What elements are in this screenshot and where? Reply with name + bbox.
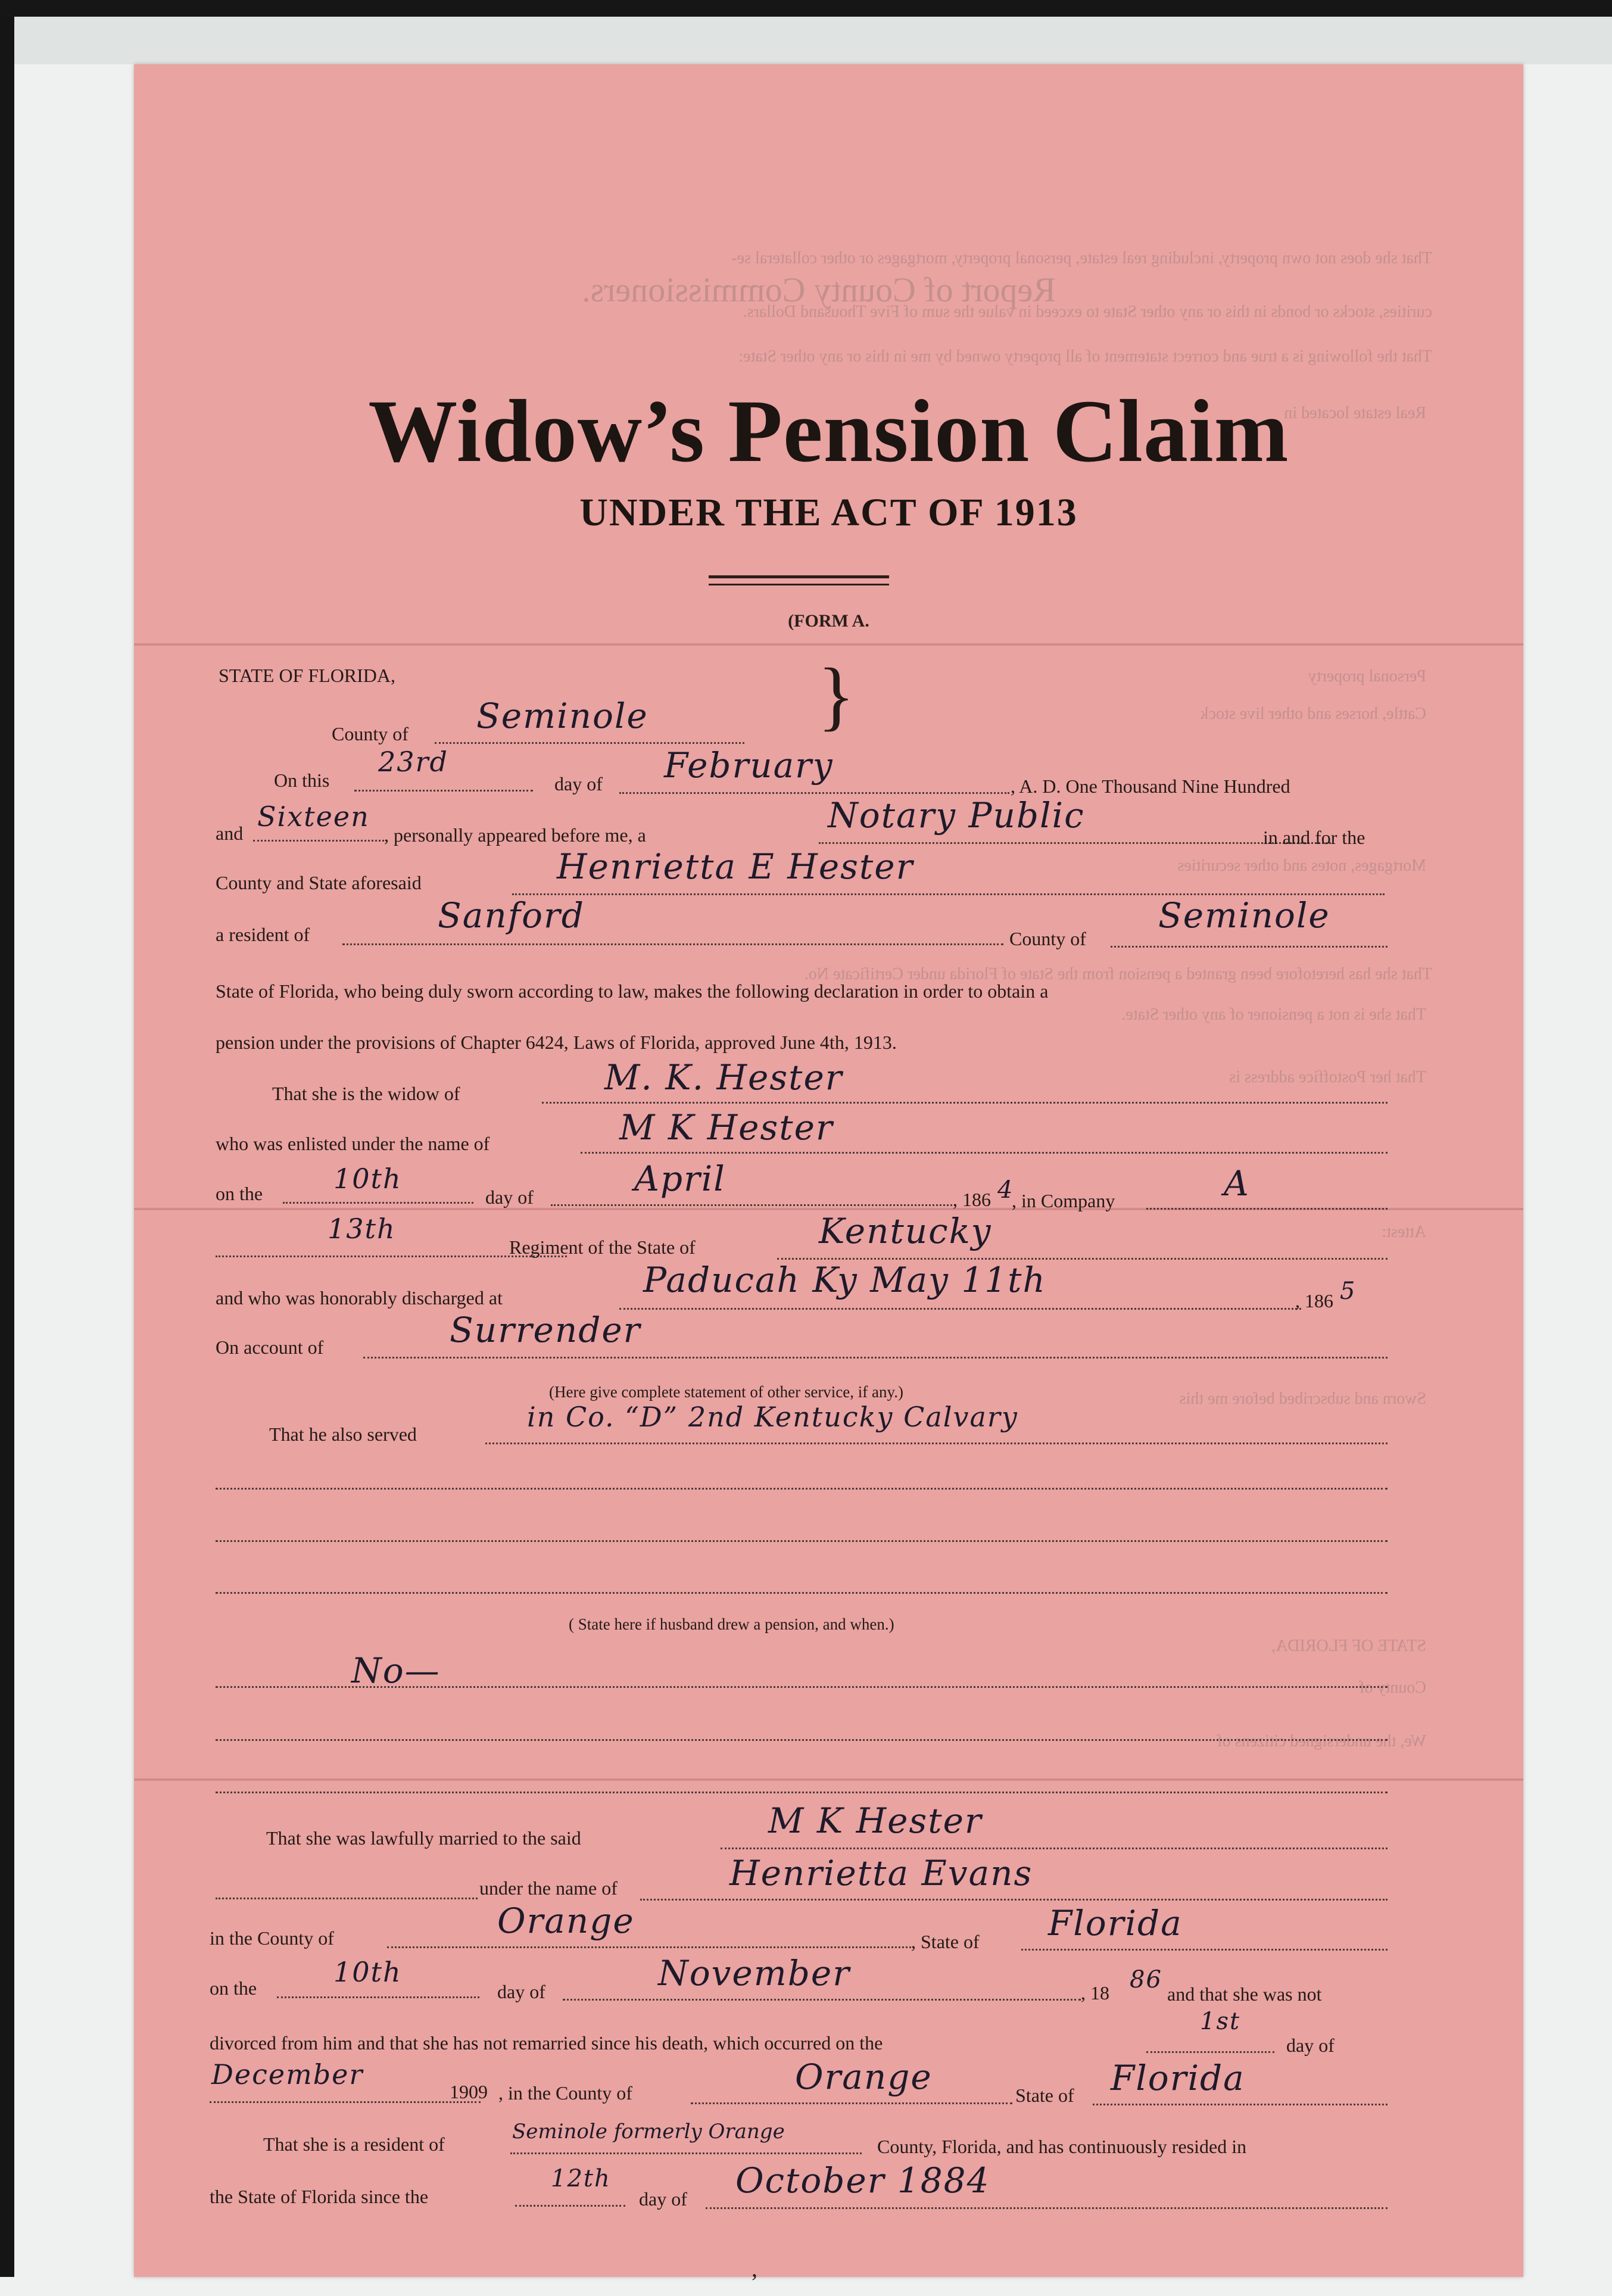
- fill-line: [691, 2102, 1012, 2104]
- fold-crease: [134, 643, 1523, 646]
- declaration-year-value: Sixteen: [257, 800, 370, 833]
- marriage-day-value: 10th: [333, 1956, 402, 1988]
- fill-line: [216, 1792, 1387, 1793]
- fill-line: [485, 1443, 1387, 1444]
- company-value: A: [1224, 1163, 1250, 1204]
- fill-line: [216, 1898, 478, 1899]
- bleed-through-text: Report of County Commissioners.: [582, 270, 1056, 309]
- fill-line: [216, 1686, 1387, 1688]
- fill-line: [581, 1152, 1387, 1154]
- discharge-year-prefix: , 186: [1295, 1290, 1333, 1311]
- regiment-state-value: Kentucky: [819, 1211, 992, 1251]
- form-label: (FORM A.: [788, 611, 869, 631]
- resident-of-label: a resident of: [216, 924, 310, 945]
- bleed-through-text: That the following is a true and correct statement of all property owned by me in this or any other State:: [738, 347, 1432, 366]
- bleed-through-text: curities, stocks or bonds in this or any other State to exceed in value the sum of Five Thousand Dollars.: [743, 303, 1432, 321]
- account-value: Surrender: [450, 1310, 641, 1350]
- married-to-label: That she was lawfully married to the said: [266, 1827, 581, 1849]
- fill-line: [551, 1204, 956, 1206]
- bleed-through-text: County of: [1359, 1678, 1426, 1697]
- county-value: Seminole: [476, 696, 648, 736]
- company-label: , in Company: [1012, 1190, 1115, 1211]
- marriage-county-value: Orange: [497, 1901, 635, 1941]
- title-rule: [709, 575, 889, 578]
- day-of-label: day of: [554, 773, 603, 795]
- on-this-label: On this: [274, 770, 330, 791]
- resident-county-value: Seminole formerly Orange: [512, 2120, 785, 2144]
- bleed-through-text: That she has heretofore been granted a pension from the State of Florida under Certificate No.: [804, 965, 1432, 983]
- bleed-through-text: Cattle, horses and other live stock: [1200, 705, 1426, 723]
- ad-text: , A. D. One Thousand Nine Hundred: [1011, 775, 1290, 797]
- regiment-label: Regiment of the State of: [509, 1236, 696, 1258]
- county-of-label: County of: [1009, 928, 1086, 949]
- marriage-state-value: Florida: [1048, 1903, 1183, 1943]
- ink-mark: ’: [750, 2269, 759, 2295]
- title-rule: [709, 584, 889, 585]
- death-county-value: Orange: [795, 2057, 933, 2097]
- county-state-label: County and State aforesaid: [216, 872, 422, 893]
- husband-pension-value: No—: [351, 1650, 441, 1691]
- enlisted-name-value: M K Hester: [619, 1107, 834, 1148]
- fill-line: [387, 1946, 911, 1948]
- form-subtitle: UNDER THE ACT OF 1913: [579, 491, 1078, 534]
- under-name-label: under the name of: [479, 1877, 618, 1899]
- bleed-through-text: That she is not a pensioner of any other State.: [1121, 1005, 1426, 1024]
- bleed-through-text: Attest:: [1382, 1223, 1426, 1241]
- death-month-value: December: [211, 2058, 364, 2091]
- fill-line: [706, 2207, 1387, 2209]
- state-heading: STATE OF FLORIDA,: [219, 665, 396, 686]
- divorced-text: divorced from him and that she has not remarried since his death, which occurred on the: [210, 2032, 883, 2054]
- fill-line: [640, 1899, 1387, 1901]
- fill-line: [253, 840, 384, 842]
- fill-line: [363, 1357, 1387, 1359]
- marriage-state-label: , State of: [911, 1931, 980, 1952]
- fill-line: [342, 943, 1003, 945]
- declaration-month-value: February: [664, 745, 834, 786]
- enlist-day-value: 10th: [333, 1163, 402, 1195]
- marriage-county-label: in the County of: [210, 1927, 334, 1949]
- sworn-text: State of Florida, who being duly sworn according to law, makes the following declaration in order to obtain a: [216, 980, 1049, 1002]
- bleed-through-text: We, the undersigned citizens of: [1217, 1732, 1426, 1750]
- brace: }: [818, 653, 855, 739]
- fill-line: [721, 1848, 1387, 1849]
- marriage-year-value: 86: [1130, 1966, 1162, 1993]
- widow-of-label: That she is the widow of: [272, 1083, 460, 1104]
- fill-line: [216, 1592, 1387, 1594]
- residence-value: Sanford: [438, 895, 585, 936]
- death-state-value: Florida: [1111, 2058, 1245, 2098]
- bleed-through-text: Sworn and subscribed before me this: [1179, 1390, 1426, 1408]
- bleed-through-text: STATE OF FLORIDA,: [1271, 1637, 1426, 1655]
- marriage-month-value: November: [658, 1953, 850, 1993]
- bleed-through-text: That she does not own property, including real estate, personal property, mortgages or other collateral se-: [731, 249, 1432, 267]
- fill-line: [283, 1202, 473, 1204]
- day-of-label: day of: [497, 1981, 545, 2002]
- bleed-through-text: That her Postoffice address is: [1229, 1068, 1426, 1086]
- since-label: the State of Florida since the: [210, 2186, 429, 2207]
- pension-claim-form: [134, 64, 1523, 2295]
- fill-line: [1093, 2104, 1387, 2105]
- pension-note: ( State here if husband drew a pension, and when.): [569, 1615, 894, 1633]
- enlisted-label: who was enlisted under the name of: [216, 1133, 490, 1154]
- fill-line: [216, 1540, 1387, 1542]
- day-of-label: day of: [1286, 2035, 1335, 2056]
- since-day-value: 12th: [551, 2165, 611, 2192]
- also-served-value: in Co. “D” 2nd Kentucky Calvary: [527, 1401, 1018, 1433]
- death-year-prefix: 1909: [450, 2081, 488, 2102]
- in-and-for-text: in and for the: [1263, 827, 1365, 848]
- day-of-label: day of: [485, 1186, 534, 1208]
- account-label: On account of: [216, 1337, 324, 1358]
- fold-crease: [134, 1778, 1523, 1781]
- declaration-day-value: 23rd: [378, 746, 448, 778]
- husband-name-value: M. K. Hester: [604, 1057, 843, 1098]
- fill-line: [819, 842, 1331, 844]
- fill-line: [216, 1488, 1387, 1490]
- fill-line: [1021, 1949, 1387, 1951]
- death-state-label: State of: [1015, 2085, 1074, 2106]
- fill-line: [619, 792, 1009, 794]
- other-service-note: (Here give complete statement of other service, if any.): [549, 1383, 903, 1401]
- fill-line: [515, 2205, 625, 2207]
- since-month-year-value: October 1884: [735, 2160, 990, 2201]
- day-of-label: day of: [639, 2188, 687, 2210]
- fill-line: [1146, 2051, 1274, 2053]
- fill-line: [1146, 1208, 1387, 1210]
- fill-line: [510, 2152, 862, 2154]
- discharge-value: Paducah Ky May 11th: [643, 1260, 1046, 1300]
- fill-line: [216, 1739, 1387, 1741]
- scanner-edge-top: [0, 0, 1612, 17]
- not-divorced-text: and that she was not: [1167, 1983, 1322, 2005]
- on-the-label: on the: [216, 1183, 263, 1204]
- year-prefix: , 186: [953, 1189, 991, 1210]
- resident-label: That she is a resident of: [263, 2133, 445, 2155]
- bleed-through-text: Personal property: [1308, 667, 1426, 686]
- maiden-name-value: Henrietta Evans: [729, 1853, 1033, 1893]
- enlist-year-value: 4: [997, 1176, 1014, 1204]
- form-title: Widow’s Pension Claim: [368, 382, 1289, 481]
- bleed-through-text: Mortgages, notes and other securities: [1177, 856, 1426, 875]
- claimant-name-value: Henrietta E Hester: [557, 846, 914, 887]
- resident-suffix-text: County, Florida, and has continuously resided in: [877, 2136, 1247, 2157]
- also-served-label: That he also served: [269, 1423, 417, 1445]
- fill-line: [354, 790, 533, 792]
- marriage-year-prefix: , 18: [1081, 1982, 1109, 2004]
- fill-line: [435, 742, 744, 744]
- fill-line: [563, 1999, 1081, 2001]
- appeared-text: , personally appeared before me, a: [384, 824, 646, 846]
- and-label: and: [216, 823, 244, 844]
- scanner-edge-left: [0, 0, 14, 2277]
- fill-line: [1111, 946, 1387, 948]
- fill-line: [210, 2101, 481, 2103]
- death-county-label: , in the County of: [498, 2082, 632, 2104]
- enlist-month-value: April: [634, 1158, 726, 1199]
- fill-line: [542, 1102, 1387, 1104]
- officer-value: Notary Public: [828, 795, 1085, 836]
- on-the-label: on the: [210, 1977, 257, 1999]
- married-husband-value: M K Hester: [768, 1800, 983, 1841]
- scan-background: [14, 17, 1612, 64]
- fill-line: [619, 1308, 1301, 1310]
- residence-county-value: Seminole: [1158, 895, 1330, 936]
- bleed-through-text: Real estate located in: [1284, 404, 1426, 422]
- death-day-value: 1st: [1200, 2008, 1241, 2035]
- discharged-label: and who was honorably discharged at: [216, 1287, 503, 1309]
- regiment-number-value: 13th: [328, 1213, 396, 1245]
- discharge-year-value: 5: [1340, 1278, 1357, 1305]
- pension-chapter-text: pension under the provisions of Chapter 6424, Laws of Florida, approved June 4th, 1913.: [216, 1032, 897, 1053]
- fill-line: [277, 1996, 479, 1998]
- county-label: County of: [332, 723, 409, 744]
